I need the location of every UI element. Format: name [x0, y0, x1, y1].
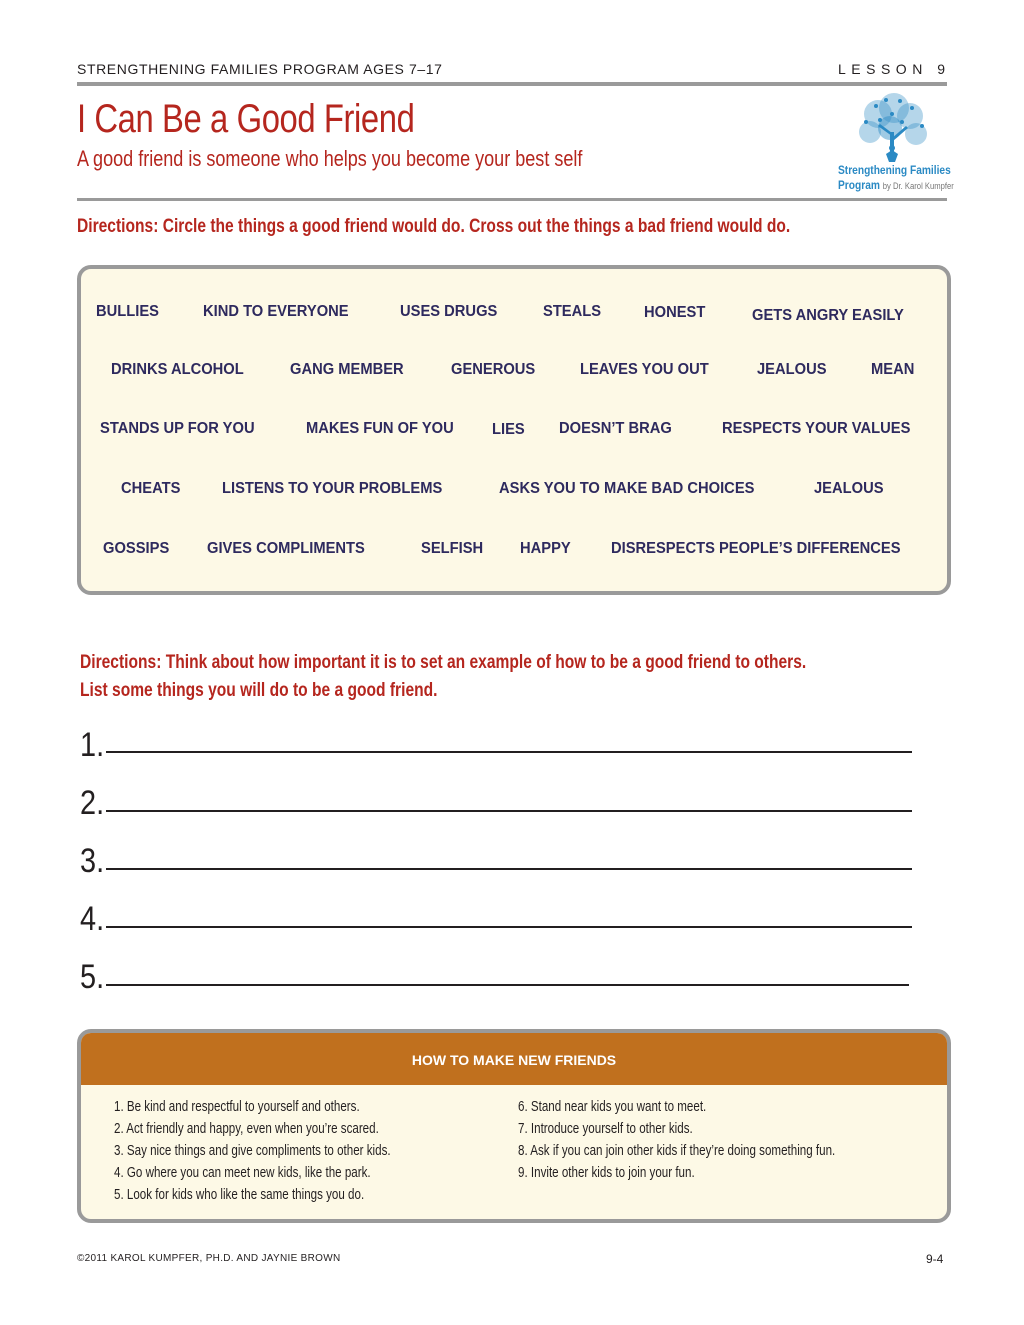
answer-line-3[interactable] — [106, 868, 912, 870]
how-to-header-bar — [81, 1033, 947, 1085]
word-item[interactable]: JEALOUS — [757, 361, 827, 378]
tip-item: 9. Invite other kids to join your fun. — [518, 1165, 695, 1181]
answer-number: 2. — [80, 784, 105, 822]
tip-item: 1. Be kind and respectful to yourself and others. — [114, 1099, 360, 1115]
word-item[interactable]: USES DRUGS — [400, 303, 498, 320]
tip-item: 2. Act friendly and happy, even when you’re scared. — [114, 1121, 379, 1137]
answer-line-4[interactable] — [106, 926, 912, 928]
logo-text-line1: Strengthening Families — [838, 163, 951, 177]
word-item[interactable]: LIES — [492, 421, 525, 438]
word-item[interactable]: MEAN — [871, 361, 915, 378]
logo-byline: by Dr. Karol Kumpfer — [882, 181, 954, 191]
word-item[interactable]: HAPPY — [520, 540, 571, 557]
word-item[interactable]: GETS ANGRY EASILY — [752, 307, 904, 324]
answer-number: 1. — [80, 726, 105, 764]
tip-item: 3. Say nice things and give compliments to other kids. — [114, 1143, 391, 1159]
word-item[interactable]: MAKES FUN OF YOU — [306, 420, 454, 437]
tip-item: 5. Look for kids who like the same things you do. — [114, 1187, 365, 1203]
lesson-label: LESSON 9 — [838, 61, 951, 77]
tip-item: 7. Introduce yourself to other kids. — [518, 1121, 693, 1137]
how-to-title: HOW TO MAKE NEW FRIENDS — [411, 1052, 617, 1068]
word-bank-box — [77, 265, 951, 595]
word-item[interactable]: KIND TO EVERYONE — [203, 303, 349, 320]
tip-item: 6. Stand near kids you want to meet. — [518, 1099, 707, 1115]
logo-program: Program — [838, 178, 880, 192]
directions-list-line1: Directions: Think about how important it is to set an example of how to be a good friend to others. — [80, 652, 807, 673]
page-number: 9-4 — [926, 1252, 944, 1266]
how-to-make-friends-box — [77, 1029, 951, 1223]
directions-circle-cross: Directions: Circle the things a good friend would do. Cross out the things a bad friend would do. — [77, 216, 791, 237]
word-item[interactable]: LISTENS TO YOUR PROBLEMS — [222, 480, 443, 497]
tip-item: 8. Ask if you can join other kids if they’re doing something fun. — [518, 1143, 836, 1159]
directions-list — [80, 649, 806, 705]
answer-line-1[interactable] — [106, 751, 912, 753]
answer-line-5[interactable] — [106, 984, 909, 986]
word-item[interactable]: DISRESPECTS PEOPLE’S DIFFERENCES — [611, 540, 901, 557]
top-divider — [77, 82, 947, 86]
answer-number: 5. — [80, 958, 105, 996]
word-item[interactable]: LEAVES YOU OUT — [580, 361, 709, 378]
program-header: STRENGTHENING FAMILIES PROGRAM AGES 7–17 — [77, 61, 443, 77]
tip-item: 4. Go where you can meet new kids, like the park. — [114, 1165, 371, 1181]
word-item[interactable]: JEALOUS — [814, 480, 884, 497]
word-item[interactable]: BULLIES — [96, 303, 159, 320]
word-item[interactable]: GENEROUS — [451, 361, 536, 378]
page-subtitle: A good friend is someone who helps you become your best self — [77, 146, 583, 171]
word-item[interactable]: DOESN’T BRAG — [559, 420, 672, 437]
word-item[interactable]: STEALS — [543, 303, 602, 320]
section-divider — [77, 198, 947, 201]
answer-line-2[interactable] — [106, 810, 912, 812]
word-item[interactable]: DRINKS ALCOHOL — [111, 361, 244, 378]
word-item[interactable]: CHEATS — [121, 480, 181, 497]
answer-number: 3. — [80, 842, 105, 880]
word-item[interactable]: HONEST — [644, 304, 706, 321]
word-item[interactable]: ASKS YOU TO MAKE BAD CHOICES — [499, 480, 755, 497]
copyright: ©2011 KAROL KUMPFER, PH.D. AND JAYNIE BROWN — [77, 1253, 341, 1264]
word-item[interactable]: STANDS UP FOR YOU — [100, 420, 255, 437]
word-item[interactable]: GANG MEMBER — [290, 361, 404, 378]
answer-number: 4. — [80, 900, 105, 938]
word-item[interactable]: GIVES COMPLIMENTS — [207, 540, 365, 557]
family-tree-logo-icon — [840, 92, 950, 192]
word-item[interactable]: RESPECTS YOUR VALUES — [722, 420, 911, 437]
word-item[interactable]: GOSSIPS — [103, 540, 170, 557]
logo-text-line2 — [838, 178, 954, 192]
page-title: I Can Be a Good Friend — [77, 97, 415, 141]
word-item[interactable]: SELFISH — [421, 540, 484, 557]
directions-list-line2: List some things you will do to be a good friend. — [80, 680, 438, 701]
